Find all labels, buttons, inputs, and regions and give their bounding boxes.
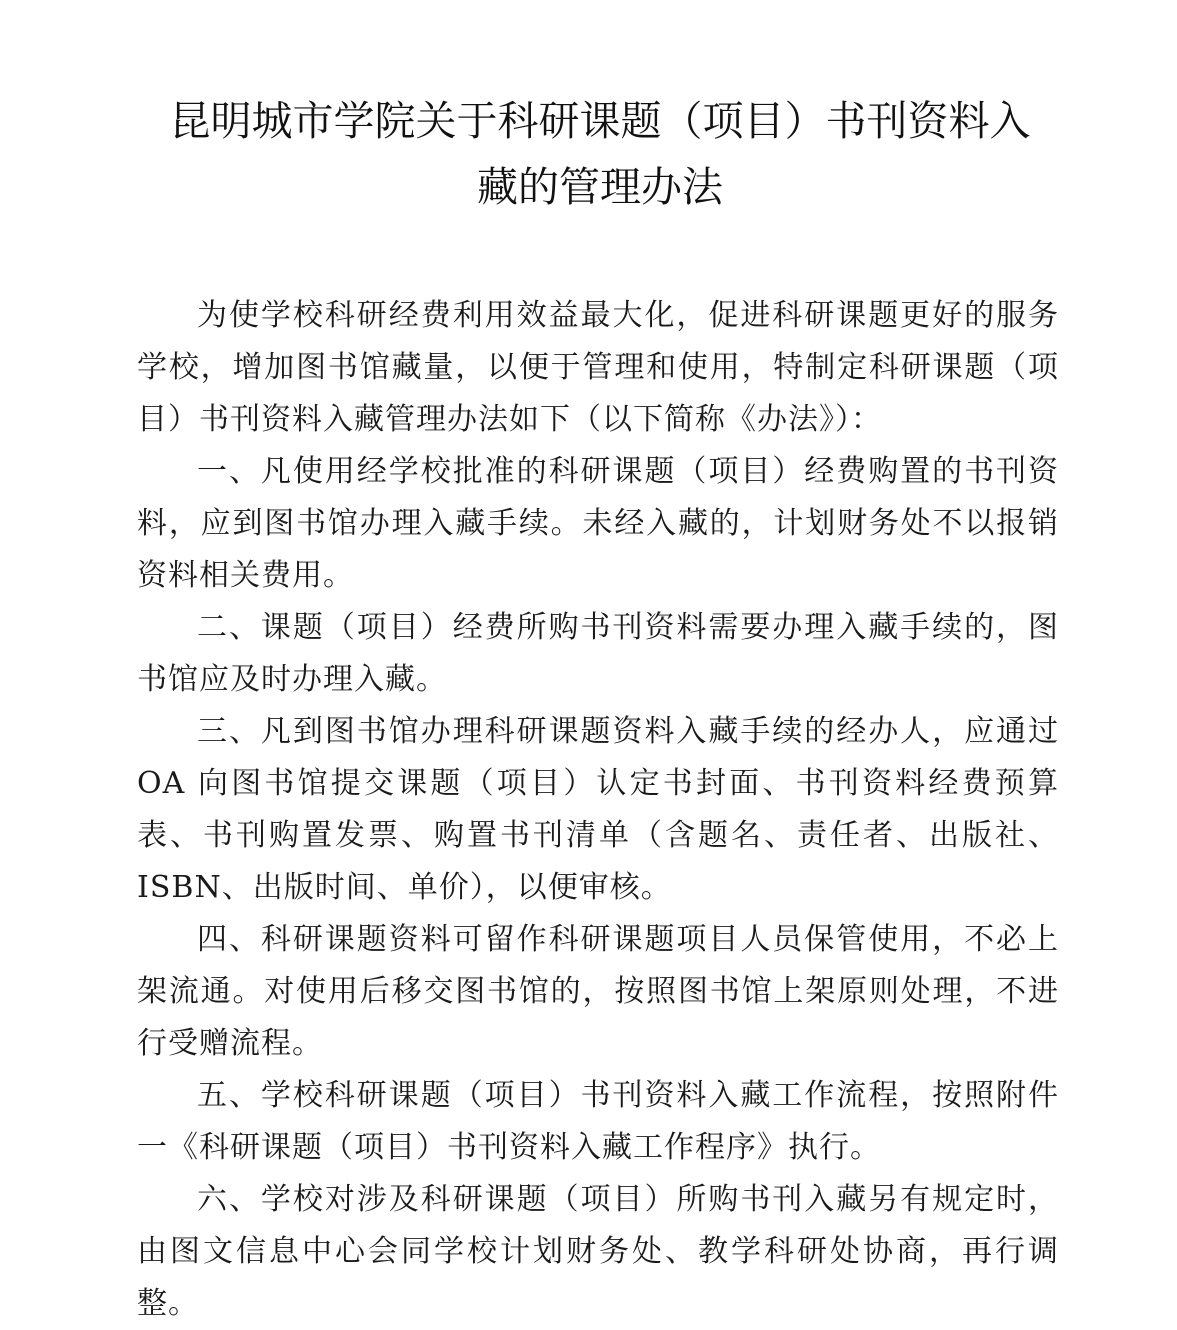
title-line-2: 藏的管理办法 <box>477 163 723 211</box>
paragraph-article-6: 六、学校对涉及科研课题（项目）所购书刊入藏另有规定时，由图文信息中心会同学校计划财务处、教学科研处协商，再行调整。 <box>137 1182 1059 1321</box>
paragraph-article-4: 四、科研课题资料可留作科研课题项目人员保管使用，不必上架流通。对使用后移交图书馆的，按照图书馆上架原则处理，不进行受赠流程。 <box>137 922 1059 1061</box>
paragraph-article-2: 二、课题（项目）经费所购书刊资料需要办理入藏手续的，图书馆应及时办理入藏。 <box>137 610 1059 697</box>
paragraph-intro: 为使学校科研经费利用效益最大化，促进科研课题更好的服务学校，增加图书馆藏量，以便于管理和使用，特制定科研课题（项目）书刊资料入藏管理办法如下（以下简称《办法》）： <box>137 298 1059 437</box>
paragraph-article-3: 三、凡到图书馆办理科研课题资料入藏手续的经办人，应通过OA 向图书馆提交课题（项目）认定书封面、书刊资料经费预算表、书刊购置发票、购置书刊清单（含题名、责任者、出版社、ISBN、出版时间、单价），以便审核。 <box>137 714 1059 905</box>
paragraph-article-1: 一、凡使用经学校批准的科研课题（项目）经费购置的书刊资料，应到图书馆办理入藏手续。未经入藏的，计划财务处不以报销资料相关费用。 <box>137 454 1059 593</box>
title-line-1: 昆明城市学院关于科研课题（项目）书刊资料入 <box>169 97 1031 145</box>
document-title <box>120 88 1080 220</box>
document-body <box>137 290 1059 1330</box>
paragraph-article-5: 五、学校科研课题（项目）书刊资料入藏工作流程，按照附件一《科研课题（项目）书刊资料入藏工作程序》执行。 <box>137 1078 1059 1165</box>
